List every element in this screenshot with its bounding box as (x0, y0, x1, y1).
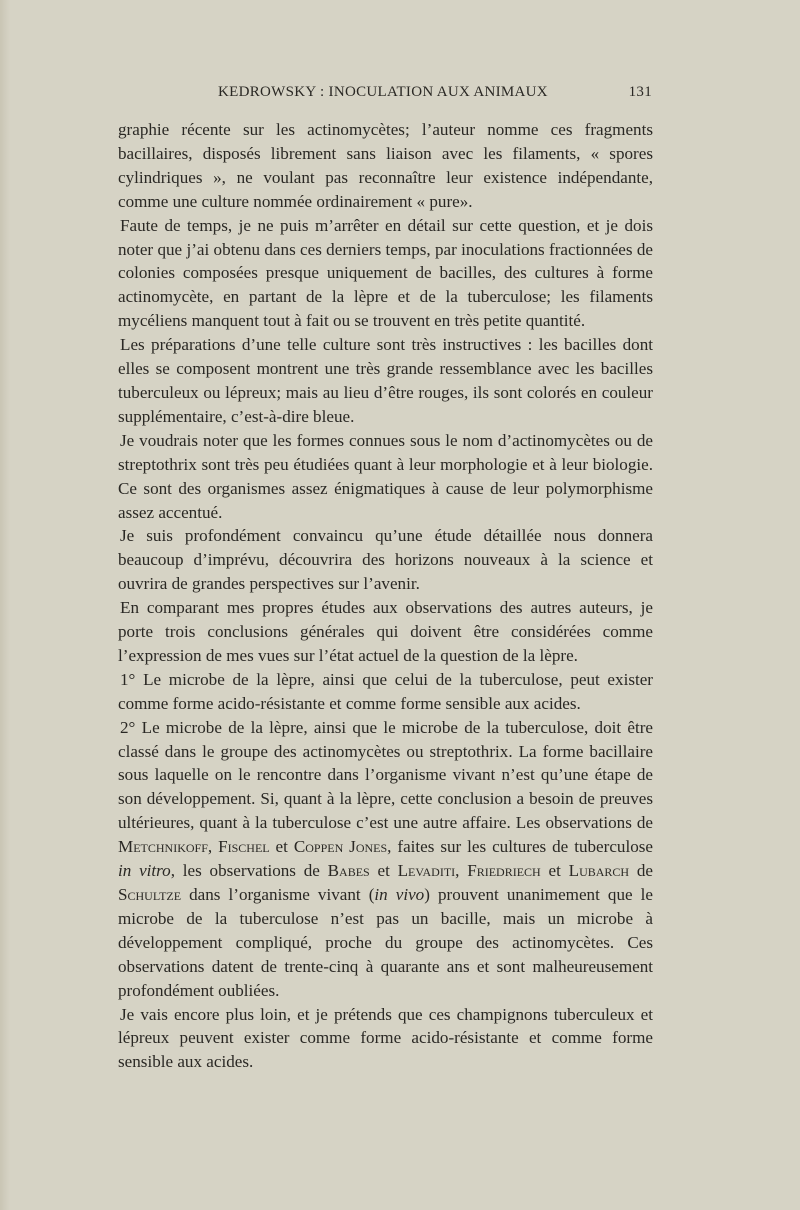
text-run: , (207, 837, 219, 857)
paragraph: Faute de temps, je ne puis m’arrêter en détail sur cette question, et je dois noter que j’ai obtenu dans ces derniers temps, par inoculations fractionnées de colonies composées presque uniquement de bacilles, des cultures à forme actinomycète, en partant de la lèpre et de la tuberculose; les filaments mycéliens manquent tout à fait ou se trouvent en très petite quantité. (118, 215, 653, 331)
page-number: 131 (628, 84, 652, 100)
text-run: ) prouvent unanimement que le microbe de la tuberculose n’est pas un bacille, mais un microbe à développement compliqué, proche du groupe des actinomycètes. Ces observations datent de trente-cinq à quarante ans et sont malheureusement profondément oubliées. (118, 885, 653, 1000)
paragraph: graphie récente sur les actinomycètes; l’auteur nomme ces fragments bacillaires, disposés librement sans liaison avec les filaments, « spores cylindriques », ne voulant pas reconnaître leur existence indépendante, comme une culture nommée ordinairement « pure». (118, 120, 653, 211)
text-run: et (269, 837, 294, 857)
author-name: Lubarch (568, 861, 630, 881)
text-run: et (540, 861, 569, 881)
paragraph: Les préparations d’une telle culture sont très instructives : les bacilles dont elles se composent montrent une très grande ressemblance avec les bacilles tuberculeux ou lépreux; mais au lieu d’être rouges, ils sont colorés en couleur supplémentaire, c’est-à-dire bleue. (118, 335, 653, 426)
italic-term: in vitro (118, 861, 171, 881)
author-name: Schultze (118, 885, 182, 904)
paragraph: Je suis profondément convaincu qu’une étude détaillée nous donnera beaucoup d’imprévu, découvrira des horizons nouveaux à la science et ouvrira de grandes perspectives sur l’avenir. (118, 526, 653, 594)
italic-term: in vivo (374, 885, 425, 904)
author-name: Babes (327, 861, 370, 881)
running-title: KEDROWSKY : INOCULATION AUX ANIMAUX (218, 84, 548, 100)
paragraph (118, 716, 653, 1003)
paragraph: En comparant mes propres études aux observations des autres auteurs, je porte trois conclusions générales qui doivent être considérées comme l’expression de mes vues sur l’état actuel de la question de la lèpre. (118, 598, 653, 665)
author-name: Metchnikoff (118, 837, 208, 857)
text-run: de (629, 861, 653, 881)
text-run: dans l’organisme vivant ( (181, 885, 375, 904)
author-name: Fischel (218, 837, 270, 857)
paragraph: Je vais encore plus loin, et je prétends que ces champignons tuberculeux et lépreux peuvent exister comme forme acido-résistante et comme forme sensible aux acides. (118, 1004, 653, 1072)
author-name: Levaditi (397, 861, 456, 881)
text-run: , les observations de (170, 861, 328, 881)
page-edge (0, 0, 10, 1210)
text-run: et (369, 861, 398, 881)
author-name: Friedriech (467, 861, 541, 881)
author-name: Coppen Jones (293, 837, 388, 857)
text-run: , (455, 861, 468, 881)
paragraph: Je voudrais noter que les formes connues sous le nom d’actinomycètes ou de streptothrix sont très peu étudiées quant à leur morphologie et à leur biologie. Ce sont des organismes assez énigmatiques à cause de leur polymorphisme assez accentué. (118, 430, 653, 522)
paragraph: 1° Le microbe de la lèpre, ainsi que celui de la tuberculose, peut exister comme forme acido-résistante et comme forme sensible aux acides. (118, 669, 653, 713)
text-run: , faites sur les cultures de tuberculose (387, 837, 653, 857)
text-run: 2° Le microbe de la lèpre, ainsi que le microbe de la tuberculose, doit être classé dans le groupe des actinomycètes ou streptothrix. La forme bacillaire sous laquelle on le rencontre dans l’organisme vivant n’est qu’une étape de son développement. Si, quant à la lèpre, cette conclusion a besoin de preuves ultérieures, quant à la tuberculose c’est une autre affaire. Les observations de (118, 717, 653, 833)
body-text (118, 118, 653, 1074)
